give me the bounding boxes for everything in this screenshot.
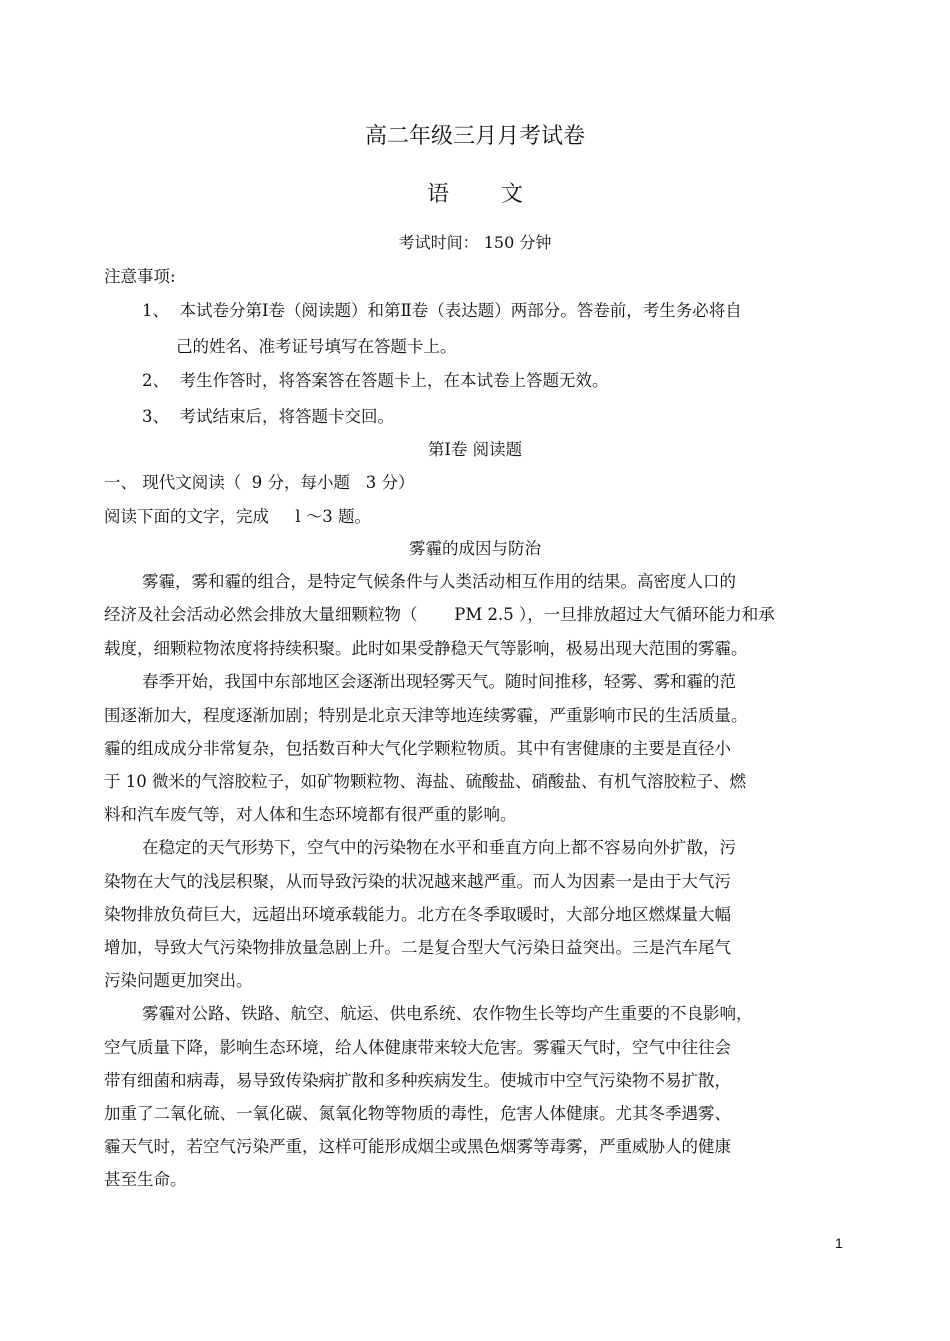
note-item-1-line-1: 1、 本试卷分第Ⅰ卷（阅读题）和第Ⅱ卷（表达题）两部分。答卷前，考生务必将自	[142, 301, 742, 320]
article-line: 染物排放负荷巨大，远超出环境承载能力。北方在冬季取暖时，大部分地区燃煤量大幅	[104, 905, 731, 924]
article-line: 在稳定的天气形势下，空气中的污染物在水平和垂直方向上都不容易向外扩散，污	[142, 838, 736, 857]
article-line: 霾的组成成分非常复杂，包括数百种大气化学颗粒物质。其中有害健康的主要是直径小	[104, 739, 731, 758]
article-line: 空气质量下降，影响生态环境，给人体健康带来较大危害。雾霾天气时，空气中往往会	[104, 1038, 731, 1057]
subject-title	[0, 180, 950, 210]
volume-heading: 第Ⅰ卷 阅读题	[427, 440, 523, 459]
reading-instruction: 阅读下面的文字，完成 l ～3 题。	[104, 507, 371, 526]
article-line: 霾天气时，若空气污染严重，这样可能形成烟尘或黑色烟雾等毒雾，严重威胁人的健康	[104, 1137, 731, 1156]
article-line: 于 10 微米的气溶胶粒子，如矿物颗粒物、海盐、硫酸盐、硝酸盐、有机气溶胶粒子、燃	[104, 772, 746, 791]
note-item-2: 2、 考生作答时，将答案答在答题卡上，在本试卷上答题无效。	[142, 371, 609, 390]
article-line: 甚至生命。	[104, 1170, 187, 1189]
article-line: 载度，细颗粒物浓度将持续积聚。此时如果受静稳天气等影响，极易出现大范围的雾霾。	[104, 639, 748, 658]
article-line: 经济及社会活动必然会排放大量细颗粒物（ PM 2.5 ），一旦排放超过大气循环能力和承	[104, 605, 775, 624]
article-line: 染物在大气的浅层积聚，从而导致污染的状况越来越严重。而人为因素一是由于大气污	[104, 872, 731, 891]
article-line: 雾霾对公路、铁路、航空、航运、供电系统、农作物生长等均产生重要的不良影响，	[142, 1004, 753, 1023]
article-line: 增加，导致大气污染物排放量急剧上升。二是复合型大气污染日益突出。三是汽车尾气	[104, 938, 731, 957]
article-line: 围逐渐加大，程度逐渐加剧；特别是北京天津等地连续雾霾，严重影响市民的生活质量。	[104, 706, 748, 725]
note-item-1-line-2: 己的姓名、准考证号填写在答题卡上。	[176, 337, 457, 356]
article-line: 加重了二氧化硫、一氧化碳、氮氧化物等物质的毒性，危害人体健康。尤其冬季遇雾、	[104, 1104, 731, 1123]
article-line: 污染问题更加突出。	[104, 971, 253, 990]
subject-char-2: 文	[501, 182, 524, 207]
part-heading: 一、 现代文阅读（ 9 分，每小题 3 分）	[104, 473, 415, 492]
article-title: 雾霾的成因与防治	[409, 539, 541, 558]
article-line: 带有细菌和病毒，易导致传染病扩散和多种疾病发生。使城市中空气污染物不易扩散，	[104, 1071, 731, 1090]
exam-title: 高二年级三月月考试卷	[364, 124, 585, 149]
article-line: 料和汽车废气等，对人体和生态环境都有很严重的影响。	[104, 805, 517, 824]
subject-char-1: 语	[426, 182, 449, 207]
page-number: 1	[835, 1235, 843, 1251]
article-line: 雾霾，雾和霾的组合，是特定气候条件与人类活动相互作用的结果。高密度人口的	[142, 572, 736, 591]
note-item-3: 3、 考试结束后，将答题卡交回。	[142, 407, 394, 426]
article-line: 春季开始，我国中东部地区会逐渐出现轻雾天气。随时间推移，轻雾、雾和霾的范	[142, 672, 736, 691]
exam-time: 考试时间： 150 分钟	[398, 233, 552, 252]
notes-heading: 注意事项:	[104, 267, 176, 286]
